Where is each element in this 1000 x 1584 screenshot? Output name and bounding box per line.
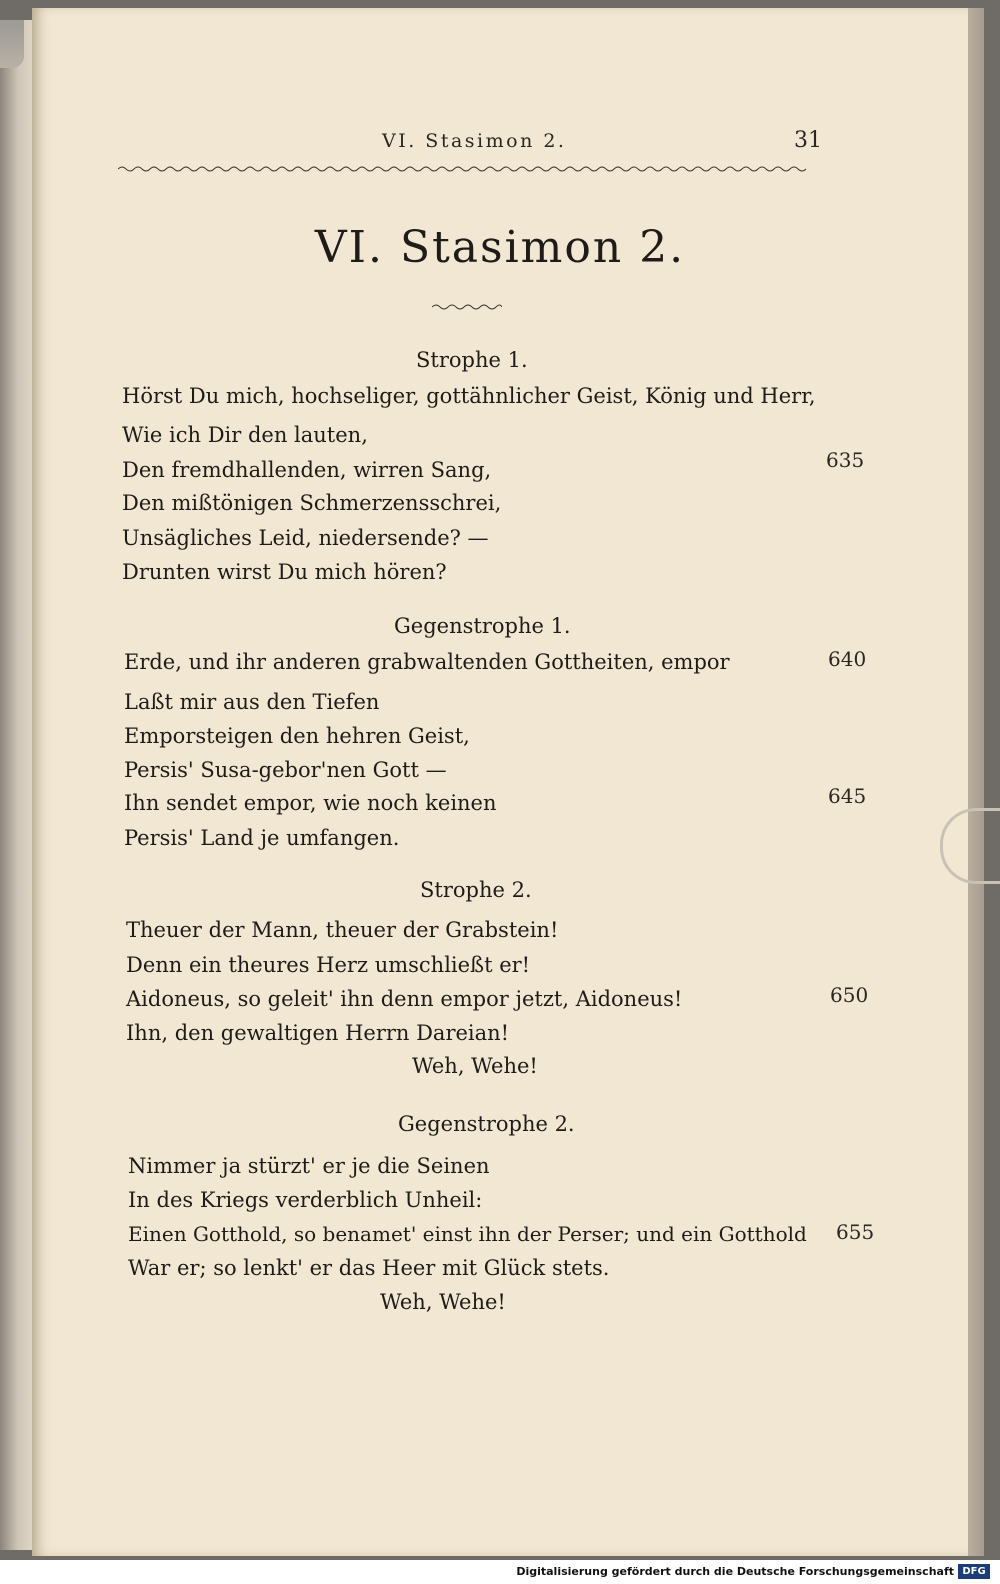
line-number: 655 <box>836 1220 875 1244</box>
verse-line: Denn ein theures Herz umschließt er! <box>126 953 531 977</box>
running-head <box>0 130 1000 160</box>
verse-line: Persis' Susa-gebor'nen Gott — <box>124 758 447 782</box>
section-heading: Gegenstrophe 2. <box>398 1112 575 1136</box>
verse-line: In des Kriegs verderblich Unheil: <box>128 1188 483 1212</box>
verse-line: Unsägliches Leid, niedersende? — <box>122 526 489 550</box>
line-number: 640 <box>828 647 867 671</box>
verse-line: Laßt mir aus den Tiefen <box>124 690 380 714</box>
verse-line: Weh, Wehe! <box>412 1054 538 1078</box>
running-head-rule <box>118 164 812 174</box>
footer-credit: Digitalisierung gefördert durch die Deutsche Forschungsgemeinschaft <box>516 1565 954 1578</box>
verse-line: Theuer der Mann, theuer der Grabstein! <box>126 918 559 942</box>
page-clip <box>940 808 1000 884</box>
verse-line: Emporsteigen den hehren Geist, <box>124 724 470 748</box>
verse-line: Persis' Land je umfangen. <box>124 826 400 850</box>
section-heading: Strophe 2. <box>420 878 532 902</box>
verse-line: Ihn sendet empor, wie noch keinen <box>124 791 497 815</box>
dfg-logo: DFG <box>958 1564 990 1579</box>
line-number: 645 <box>828 784 867 808</box>
page-number: 31 <box>794 128 822 153</box>
section-heading: Gegenstrophe 1. <box>394 614 571 638</box>
page-title: VI. Stasimon 2. <box>314 222 686 273</box>
section-heading: Strophe 1. <box>416 348 528 372</box>
binding-corner <box>0 20 24 68</box>
verse-line: Hörst Du mich, hochseliger, gottähnlicher Geist, König und Herr, <box>122 384 816 408</box>
title-ornament <box>432 302 502 312</box>
verse-line: Ihn, den gewaltigen Herrn Dareian! <box>126 1021 510 1045</box>
line-number: 650 <box>830 983 869 1007</box>
verse-line: Nimmer ja stürzt' er je die Seinen <box>128 1154 490 1178</box>
verse-line: Wie ich Dir den lauten, <box>122 423 368 447</box>
verse-line: Erde, und ihr anderen grabwaltenden Gottheiten, empor <box>124 650 730 674</box>
line-number: 635 <box>826 448 865 472</box>
verse-line: Drunten wirst Du mich hören? <box>122 560 447 584</box>
verse-line: War er; so lenkt' er das Heer mit Glück stets. <box>128 1256 610 1280</box>
verse-line: Einen Gotthold, so benamet' einst ihn der Perser; und ein Gotthold <box>128 1222 807 1246</box>
running-head-title: VI. Stasimon 2. <box>382 130 567 152</box>
verse-line: Aidoneus, so geleit' ihn denn empor jetzt, Aidoneus! <box>126 987 683 1011</box>
verse-line: Weh, Wehe! <box>380 1290 506 1314</box>
verse-line: Den fremdhallenden, wirren Sang, <box>122 458 492 482</box>
verse-line: Den mißtönigen Schmerzensschrei, <box>122 491 502 515</box>
digitization-footer <box>0 1560 1000 1584</box>
